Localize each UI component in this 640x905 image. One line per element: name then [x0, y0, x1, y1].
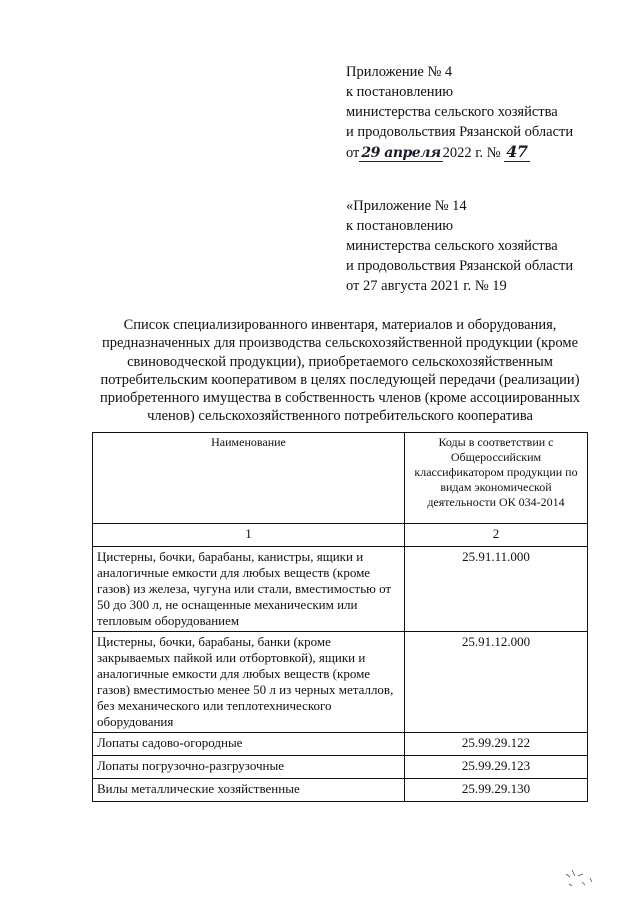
item-name: Лопаты садово-огородные	[93, 733, 405, 756]
column-number-1: 1	[93, 524, 405, 547]
appendix-4-line-4: и продовольствия Рязанской области	[346, 124, 574, 140]
title-line-2: предназначенных для производства сельскохозяйственной продукции (кроме	[101, 335, 579, 352]
handwritten-date: 29 апреля	[361, 145, 441, 161]
title-line-6: членов) сельскохозяйственного потребительского кооператива	[147, 408, 533, 425]
item-code: 25.91.12.000	[405, 632, 588, 733]
table-row	[93, 756, 588, 779]
title-line-3: свиноводческой продукции), приобретаемого сельскохозяйственным	[127, 353, 553, 370]
title-line-5: приобретенного имущества в собственность членов (кроме ассоциированных	[99, 390, 581, 407]
item-code: 25.99.29.122	[405, 733, 588, 756]
item-code: 25.91.11.000	[405, 547, 588, 632]
header-name: Наименование	[93, 433, 405, 524]
appendix-4-heading: Приложение № 4	[346, 64, 453, 80]
item-code: 25.99.29.123	[405, 756, 588, 779]
table-row	[93, 547, 588, 632]
item-name: Цистерны, бочки, барабаны, банки (кроме закрываемых пайкой или отбортовкой), ящики и аналогичные емкости для любых веществ (кроме газов) вместимостью менее 50 л из черных металлов, без механического или теплотехнического оборудования	[93, 632, 405, 733]
appendix-4-date-line	[346, 142, 573, 163]
item-name: Цистерны, бочки, барабаны, канистры, ящики и аналогичные емкости для любых веществ (кроме газов) из железа, чугуна или стали, вместимостью от 50 до 300 л, не оснащенные механическим или тепловым оборудованием	[93, 547, 405, 632]
table-row	[93, 779, 588, 802]
items-table	[92, 432, 588, 802]
column-number-2: 2	[405, 524, 588, 547]
appendix-4-line-2: к постановлению	[346, 84, 454, 100]
appendix-14-line-4: и продовольствия Рязанской области	[346, 258, 574, 274]
table-header-row	[93, 433, 588, 524]
year-text: 2022 г. №	[442, 145, 501, 161]
title-line-4: потребительским кооперативом в целях последующей передачи (реализации)	[100, 371, 580, 388]
header-code: Коды в соответствии с Общероссийским классификатором продукции по видам экономической деятельности ОК 034-2014	[405, 433, 588, 524]
item-name: Вилы металлические хозяйственные	[93, 779, 405, 802]
appendix-14-line-5: от 27 августа 2021 г. № 19	[346, 278, 507, 294]
appendix-14-line-3: министерства сельского хозяйства	[346, 238, 558, 254]
title-line-1: Список специализированного инвентаря, материалов и оборудования,	[123, 317, 557, 333]
item-name: Лопаты погрузочно-разгрузочные	[93, 756, 405, 779]
table-row	[93, 632, 588, 733]
appendix-4-block	[346, 62, 573, 163]
appendix-14-line-2: к постановлению	[346, 218, 454, 234]
handwritten-number: 47	[506, 142, 528, 161]
appendix-14-block	[346, 196, 573, 296]
table-row	[93, 733, 588, 756]
document-title	[60, 316, 620, 426]
scan-specks	[560, 866, 610, 896]
appendix-4-line-3: министерства сельского хозяйства	[346, 104, 558, 120]
item-code: 25.99.29.130	[405, 779, 588, 802]
date-prefix: от	[346, 145, 360, 161]
column-number-row	[93, 524, 588, 547]
appendix-14-heading: «Приложение № 14	[346, 198, 467, 214]
